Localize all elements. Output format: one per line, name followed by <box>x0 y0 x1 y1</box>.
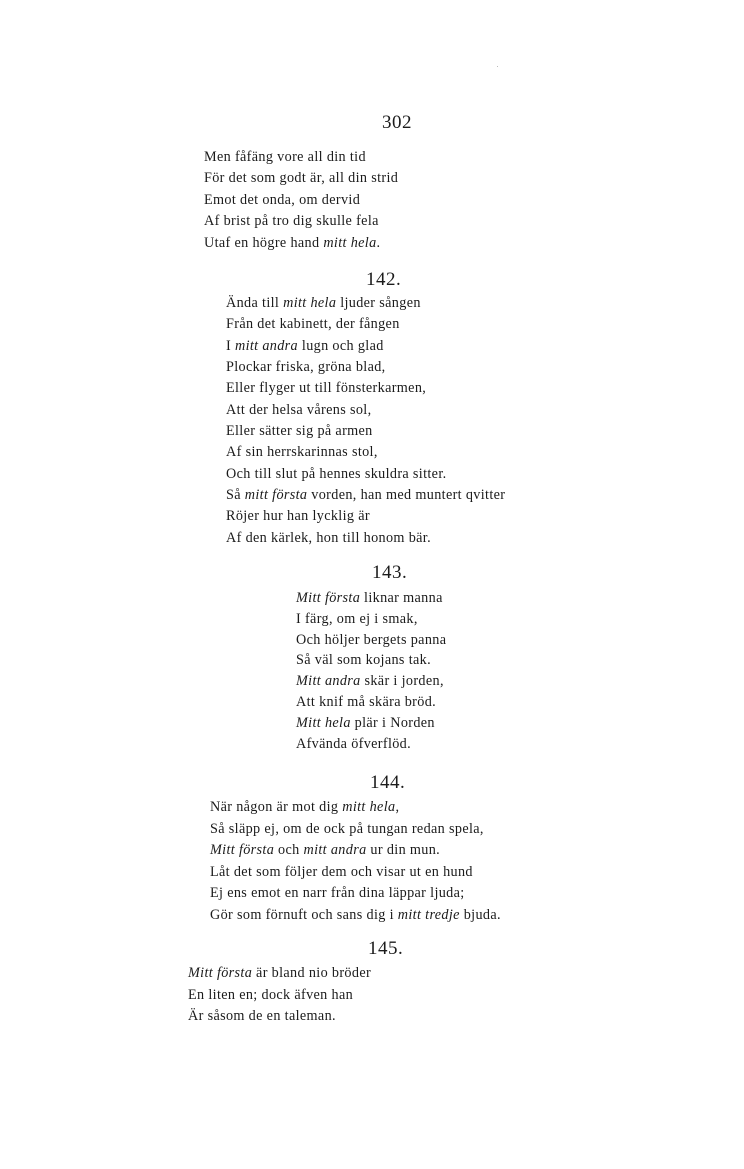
italic-term: Mitt hela <box>296 714 351 731</box>
verse-line: Från det kabinett, der fången <box>226 316 400 333</box>
verse-line: En liten en; dock äfven han <box>188 986 354 1003</box>
riddle-number-142: 142. <box>366 269 402 290</box>
italic-term: mitt andra <box>303 842 367 858</box>
verse-line: Ända till mitt hela ljuder sången <box>226 295 421 311</box>
verse-line: Att der helsa vårens sol, <box>226 401 372 418</box>
verse-line: Så väl som kojans tak. <box>296 652 431 669</box>
riddle-number-143: 143. <box>372 562 408 583</box>
verse-line: Och till slut på hennes skuldra sitter. <box>226 465 447 482</box>
verse-line: Så släpp ej, om de ock på tungan redan spela, <box>210 820 484 837</box>
italic-term: mitt första <box>244 487 308 504</box>
verse-line: I färg, om ej i smak, <box>296 610 418 627</box>
riddle-number-145: 145. <box>368 938 404 959</box>
verse-line: Eller sätter sig på armen <box>226 423 373 440</box>
verse-line: Mitt första är bland nio bröder <box>188 965 372 981</box>
italic-term: Mitt första <box>210 842 275 858</box>
stanza-141-continuation <box>204 147 398 254</box>
italic-term: mitt hela <box>283 295 337 311</box>
verse-line: Mitt första liknar manna <box>296 590 443 606</box>
stanza-142 <box>226 293 505 549</box>
italic-term: Mitt första <box>188 965 253 981</box>
riddle-number-144: 144. <box>370 772 406 793</box>
verse-line: Mitt första och mitt andra ur din mun. <box>210 842 441 858</box>
verse-line: Och höljer bergets panna <box>296 631 447 648</box>
italic-term: mitt andra <box>234 337 298 354</box>
verse-line: När någon är mot dig mitt hela, <box>210 799 400 815</box>
verse-line: Afvända öfverflöd. <box>296 735 412 752</box>
verse-line: Af sin herrskarinnas stol, <box>226 444 378 461</box>
italic-term: Mitt första <box>296 590 361 606</box>
italic-term: mitt hela <box>342 799 396 815</box>
verse-line: Plockar friska, gröna blad, <box>226 359 386 376</box>
verse-line: För det som godt är, all din strid <box>204 170 399 187</box>
verse-line: Att knif må skära bröd. <box>296 693 437 710</box>
verse-line: I mitt andra lugn och glad <box>226 337 384 354</box>
verse-line: Röjer hur han lycklig är <box>226 508 370 525</box>
italic-term: mitt hela <box>323 234 377 251</box>
verse-line: Mitt hela plär i Norden <box>296 714 435 731</box>
verse-line: Utaf en högre hand mitt hela. <box>204 234 381 251</box>
verse-line: Af den kärlek, hon till honom bär. <box>226 529 431 546</box>
stanza-145 <box>188 963 371 1028</box>
verse-line: Låt det som följer dem och visar ut en hund <box>210 863 473 880</box>
verse-line: Emot det onda, om dervid <box>204 191 361 208</box>
italic-term: Mitt andra <box>296 673 361 690</box>
verse-line: Är såsom de en taleman. <box>188 1008 336 1024</box>
italic-term: mitt tredje <box>397 906 460 923</box>
stanza-144 <box>210 797 501 926</box>
verse-line: Ej ens emot en narr från dina läppar ljuda; <box>210 885 465 901</box>
verse-line: Men fåfäng vore all din tid <box>204 149 366 165</box>
verse-line: Eller flyger ut till fönsterkarmen, <box>226 380 427 397</box>
verse-line: Af brist på tro dig skulle fela <box>204 213 379 230</box>
verse-line: Så mitt första vorden, han med muntert qvitter <box>226 487 506 504</box>
page-number: 302 <box>382 112 412 133</box>
stanza-143 <box>296 588 446 754</box>
paper-speck <box>497 66 498 67</box>
verse-line: Mitt andra skär i jorden, <box>296 673 444 690</box>
verse-line: Gör som förnuft och sans dig i mitt tredje bjuda. <box>210 906 501 923</box>
